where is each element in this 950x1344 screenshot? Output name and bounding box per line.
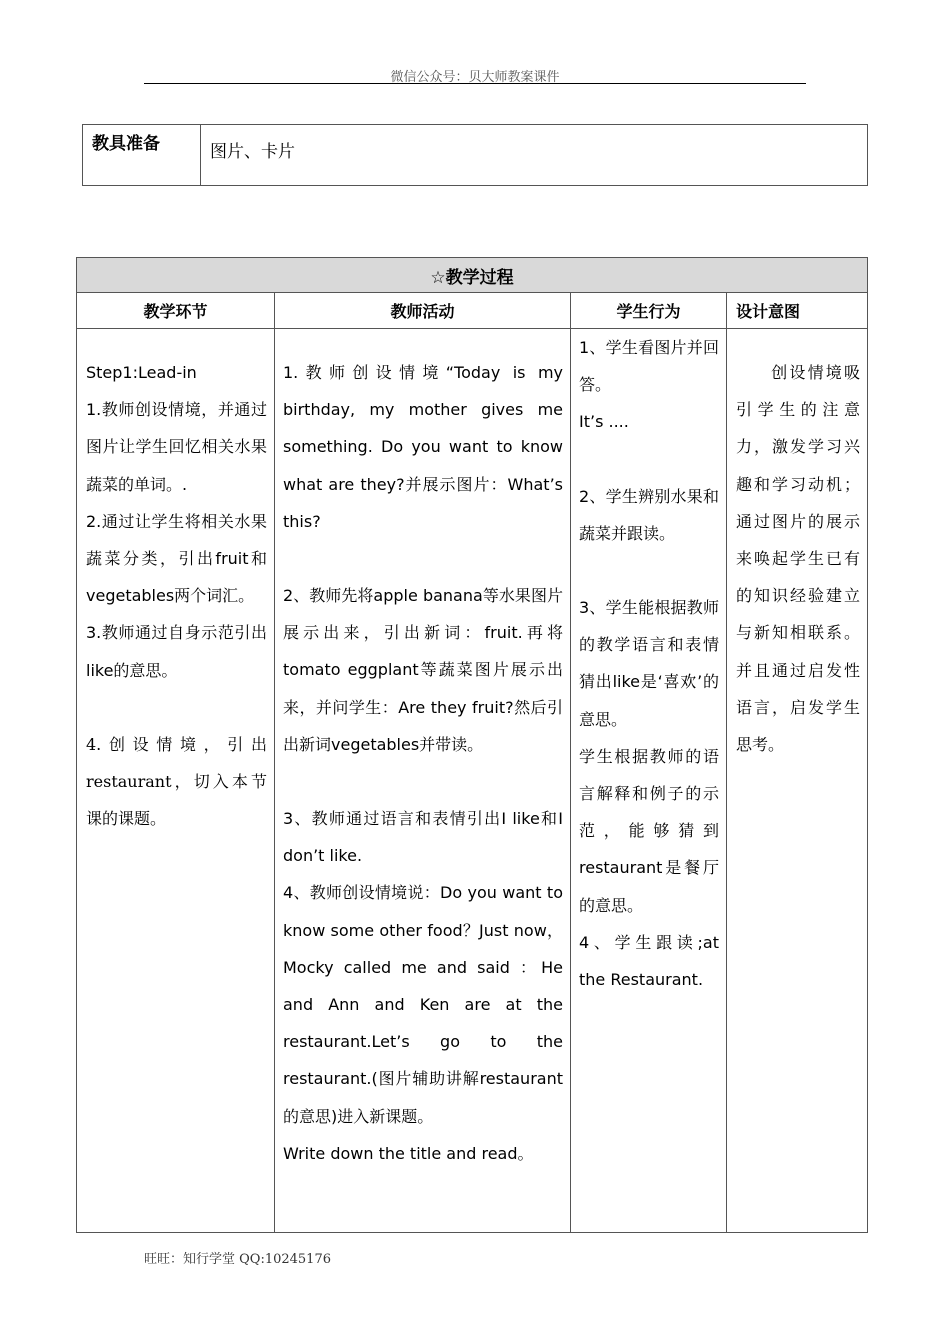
student-behavior-4: 4、学生跟读;at the Restaurant. bbox=[579, 932, 719, 990]
teacher-activity-1: 1.教师创设情境“Today is my birthday, my mother gives me something. Do you want to know what are they?并展示图片：What’s this? bbox=[283, 363, 563, 531]
teacher-activity-3: 3、教师通过语言和表情引出I like和I don’t like. bbox=[283, 809, 563, 866]
column-header-stage: 教学环节 bbox=[77, 293, 275, 329]
page-footer: 旺旺：知行学堂 QQ:10245176 bbox=[144, 1252, 331, 1267]
tools-value: 图片、卡片 bbox=[201, 125, 868, 186]
teacher-activity-2: 2、教师先将apple banana等水果图片展示出来，引出新词：fruit.再将tomato eggplant等蔬菜图片展示出来，并问学生：Are they fruit?然后引出新词vegetables并带读。 bbox=[283, 586, 563, 754]
teaching-process-table bbox=[76, 257, 868, 1233]
column-header-teacher: 教师活动 bbox=[275, 293, 571, 329]
design-intent-cell bbox=[727, 329, 868, 1233]
stage-cell bbox=[77, 329, 275, 1233]
header-divider bbox=[144, 83, 806, 84]
page-header: 微信公众号：贝大师教案课件 bbox=[390, 70, 560, 85]
design-intent-text: 创设情境吸引学生的注意力，激发学习兴趣和学习动机；通过图片的展示来唤起学生已有的知识经验建立与新知相联系。并且通过启发性语言，启发学生思考。 bbox=[736, 363, 860, 755]
teacher-activity-5: Write down the title and read。 bbox=[283, 1143, 534, 1163]
process-title: ☆教学过程 bbox=[77, 258, 868, 293]
student-behavior-3: 3、学生能根据教师的教学语言和表情猜出like是‘喜欢’的意思。 bbox=[579, 598, 719, 729]
column-header-intent: 设计意图 bbox=[727, 293, 868, 329]
stage-item-2: 2.通过让学生将相关水果蔬菜分类，引出fruit和vegetables两个词汇。 bbox=[86, 511, 267, 606]
teacher-activity-cell bbox=[275, 329, 571, 1233]
student-answer: It’s .... bbox=[579, 412, 629, 432]
teacher-activity-4: 4、教师创设情境说：Do you want to know some other food？Just now，Mocky called me and said ：He and Ann and Ken are at the restaurant.Let’s go to the restaurant.(图片辅助讲解restaurant的意思)进入新课题。 bbox=[283, 883, 563, 1126]
stage-item-1: 1.教师创设情境，并通过图片让学生回忆相关水果蔬菜的单词。. bbox=[86, 400, 267, 494]
column-header-student: 学生行为 bbox=[571, 293, 727, 329]
stage-step-title: Step1:Lead-in bbox=[86, 363, 197, 382]
teaching-tools-table bbox=[82, 124, 868, 186]
tools-label: 教具准备 bbox=[83, 125, 201, 186]
student-behavior-1: 1、学生看图片并回答。 bbox=[579, 338, 719, 395]
stage-item-3: 3.教师通过自身示范引出like的意思。 bbox=[86, 623, 267, 680]
student-behavior-cell bbox=[571, 329, 727, 1233]
student-behavior-3b: 学生根据教师的语言解释和例子的示范，能够猜到restaurant是餐厅的意思。 bbox=[579, 746, 719, 915]
student-behavior-2: 2、学生辨别水果和蔬菜并跟读。 bbox=[579, 486, 719, 543]
stage-item-4: 4.创设情境，引出restaurant，切入本节课的课题。 bbox=[86, 734, 267, 829]
